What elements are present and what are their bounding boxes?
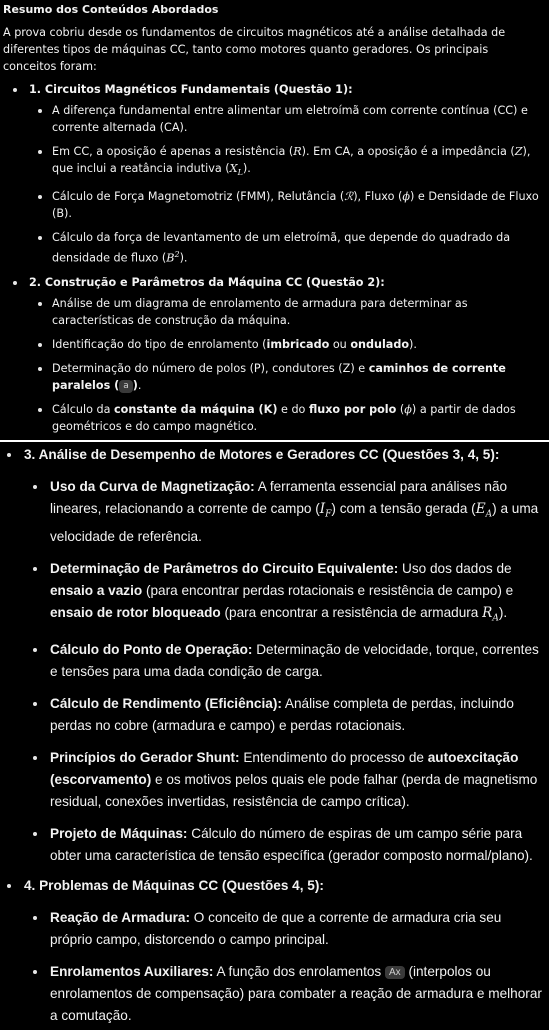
- text-run: e os motivos pelos quais ele pode falhar (perda de magnetismo residual, conexões invertidas, resistência de campo crítica).: [50, 772, 538, 810]
- list-item: [0, 360, 549, 394]
- math-symbol: I: [319, 501, 326, 517]
- text-run: ) a uma velocidade de referência.: [50, 501, 539, 544]
- text-bold: Cálculo de Rendimento (Eficiência):: [50, 696, 282, 712]
- section-2: [0, 274, 549, 291]
- text-bold: autoexcitação (escorvamento): [50, 750, 519, 788]
- list-item: [0, 558, 549, 630]
- text-bold: ): [132, 378, 138, 392]
- math-symbol: Z: [514, 145, 523, 158]
- text-run: Em CC, a oposição é apenas a resistência (: [52, 145, 294, 158]
- text-bold: Cálculo do Ponto de Operação:: [50, 642, 253, 658]
- math-symbol: E: [475, 501, 486, 517]
- bullet-dot: [33, 970, 37, 974]
- list-item: [0, 476, 549, 548]
- bullet-dot: [38, 236, 42, 240]
- list-item: [0, 823, 549, 867]
- bullet-dot: [7, 884, 11, 888]
- text-run: Cálculo da força de levantamento de um eletroímã, que depende do quadrado da densidade de fluxo (: [52, 231, 511, 265]
- text-run: Análise completa de perdas, incluindo perdas no cobre (armadura e campo) e perdas rotacionais.: [50, 696, 514, 734]
- math-symbol: ℛ: [344, 190, 354, 204]
- text-run: ) com a tensão gerada (: [331, 501, 476, 516]
- text-run: ). Em CA, a oposição é a impedância (: [301, 145, 515, 158]
- list-item: [0, 401, 549, 435]
- text-bold: ensaio de rotor bloqueado: [50, 604, 221, 620]
- list-item: [0, 639, 549, 683]
- text-run: A função dos enrolamentos: [213, 964, 385, 980]
- list-item: [0, 295, 549, 329]
- bullet-dot: [33, 648, 37, 652]
- bullet-dot: [13, 281, 17, 285]
- section-1-list: [0, 102, 549, 267]
- text-run: Identificação do tipo de enrolamento (: [52, 337, 267, 351]
- math-symbol: X: [229, 162, 238, 175]
- bullet-dot: [38, 343, 42, 347]
- text-bold: imbricado: [266, 337, 330, 351]
- text-run: (: [396, 402, 405, 416]
- section-3-list: [0, 476, 549, 867]
- text-run: Cálculo da: [52, 402, 115, 416]
- inline-code-chip: Ax: [385, 966, 405, 979]
- math-symbol: R: [482, 604, 493, 621]
- text-bold: constante da máquina (K): [114, 402, 278, 416]
- text-bold: ensaio a vazio: [50, 582, 143, 598]
- math-subscript: F: [325, 509, 332, 520]
- math-subscript: L: [237, 168, 243, 178]
- text-run: Uso dos dados de: [398, 560, 512, 576]
- text-run: (para encontrar perdas rotacionais e resistência de campo) e: [142, 582, 514, 598]
- bullet-dot: [33, 916, 37, 920]
- list-item-text: A diferença fundamental entre alimentar um eletroímã com corrente contínua (CC) e corrente alternada (CA).: [52, 104, 528, 134]
- list-item: [0, 336, 549, 353]
- text-run: Determinação de velocidade, torque, correntes e tensões para uma dada condição de carga.: [50, 642, 539, 680]
- text-run: ), que inclui a reatância indutiva (: [52, 145, 531, 175]
- list-item: [0, 143, 549, 181]
- bullet-dot: [38, 109, 42, 113]
- list-item: [0, 188, 549, 222]
- text-run: e do: [277, 402, 309, 416]
- bullet-dot: [33, 832, 37, 836]
- section-1: [0, 81, 549, 98]
- text-run: ou: [329, 337, 351, 351]
- text-bold: fluxo por polo: [308, 402, 397, 416]
- text-run: ) e Densidade de Fluxo (B).: [52, 190, 539, 221]
- section-4-list: [0, 907, 549, 1027]
- text-run: .: [137, 378, 142, 392]
- text-bold: Reação de Armadura:: [50, 910, 191, 926]
- math-symbol: R: [293, 145, 302, 158]
- text-bold: Uso da Curva de Magnetização:: [50, 479, 255, 494]
- list-item: [0, 693, 549, 737]
- text-bold: Projeto de Máquinas:: [50, 826, 188, 842]
- math-symbol: ϕ: [402, 190, 410, 204]
- text-bold: Determinação de Parâmetros do Circuito Equivalente:: [50, 560, 399, 576]
- text-bold: caminhos de corrente paralelos (: [52, 361, 506, 392]
- text-run: Entendimento do processo de: [239, 750, 428, 766]
- text-run: Cálculo de Força Magnetomotriz (FMM), Relutância (: [52, 190, 345, 204]
- bullet-dot: [38, 408, 42, 412]
- section-3: [0, 444, 549, 466]
- bullet-dot: [38, 367, 42, 371]
- bullet-dot: [33, 702, 37, 706]
- text-run: O conceito de que a corrente de armadura cria seu próprio campo, distorcendo o campo principal.: [50, 910, 502, 948]
- bullet-dot: [38, 302, 42, 306]
- list-item: [0, 907, 549, 951]
- section-2-heading: 2. Construção e Parâmetros da Máquina CC (Questão 2):: [29, 275, 385, 289]
- text-run: ).: [242, 162, 251, 175]
- list-item-text: Análise de um diagrama de enrolamento de armadura para determinar as características de construção da máquina.: [52, 296, 468, 327]
- section-2-list: [0, 295, 549, 435]
- section-3-heading: 3. Análise de Desempenho de Motores e Geradores CC (Questões 3, 4, 5):: [24, 447, 500, 462]
- list-item: [0, 961, 549, 1027]
- bullet-dot: [38, 150, 42, 154]
- summary-bottom-panel: [0, 442, 549, 1030]
- summary-top-panel: [0, 0, 549, 442]
- section-4: [0, 875, 549, 897]
- text-bold: Princípios do Gerador Shunt:: [50, 750, 240, 766]
- list-item: [0, 747, 549, 813]
- text-bold: ondulado: [350, 337, 410, 351]
- text-run: ).: [498, 604, 508, 620]
- text-run: ), Fluxo (: [353, 190, 403, 204]
- text-run: Determinação do número de polos (P), condutores (Z) e: [52, 361, 369, 375]
- bullet-dot: [38, 195, 42, 199]
- text-run: ) a partir de dados geométricos e do campo magnético.: [52, 402, 516, 433]
- bullet-dot: [13, 88, 17, 92]
- bullet-dot: [33, 756, 37, 760]
- bullet-dot: [33, 485, 37, 489]
- text-run: (interpolos ou enrolamentos de compensação) para combater a reação de armadura e melhorar a comutação.: [50, 964, 542, 1024]
- math-symbol: B: [166, 251, 175, 265]
- math-symbol: ϕ: [404, 402, 412, 416]
- bullet-dot: [33, 567, 37, 571]
- math-superscript: 2: [174, 250, 180, 260]
- math-subscript: A: [492, 613, 499, 624]
- text-bold: Enrolamentos Auxiliares:: [50, 964, 214, 980]
- list-item: [0, 102, 549, 136]
- text-run: (para encontrar a resistência de armadura: [220, 604, 483, 620]
- text-run: Cálculo do número de espiras de um campo série para obter uma característica de tensão específica (gerador composto normal/plano).: [50, 826, 533, 864]
- section-1-heading: 1. Circuitos Magnéticos Fundamentais (Questão 1):: [29, 83, 353, 96]
- inline-code-chip: a: [119, 380, 133, 393]
- text-run: ).: [409, 337, 417, 351]
- section-4-heading: 4. Problemas de Máquinas CC (Questões 4, 5):: [24, 878, 324, 894]
- summary-title: Resumo dos Conteúdos Abordados: [3, 3, 219, 16]
- summary-intro: A prova cobriu desde os fundamentos de circuitos magnéticos até a análise detalhada de diferentes tipos de máquinas CC, tanto como motores quanto geradores. Os principais conceitos foram:: [3, 26, 506, 73]
- text-run: ).: [179, 251, 188, 265]
- text-run: A ferramenta essencial para análises não lineares, relacionando a corrente de campo (: [50, 479, 508, 516]
- math-subscript: A: [485, 509, 493, 520]
- list-item: [0, 229, 549, 267]
- bullet-dot: [7, 453, 11, 457]
